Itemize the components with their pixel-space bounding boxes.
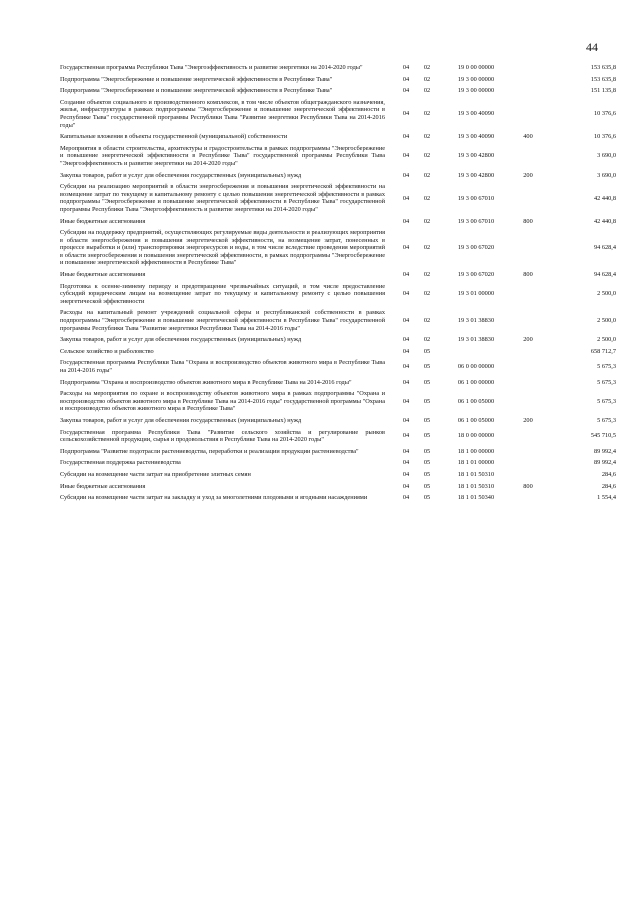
row-name: Государственная программа Республики Тыва "Развитие сельского хозяйства и регулирование рынков сельскохозяйственной продукции, сырья и продовольствия в Республике Тыва на 2014-2020 годы"	[60, 428, 385, 444]
subsection-code: 02	[423, 64, 431, 71]
target-article-code: 18 1 01 00000	[457, 459, 495, 467]
page-number: 44	[586, 40, 598, 54]
amount: 153 635,8	[590, 75, 616, 83]
row-name: Иные бюджетные ассигнования	[60, 217, 146, 225]
expense-type-code	[513, 85, 543, 97]
table-row	[60, 469, 616, 481]
target-article-code: 19 3 00 67020	[457, 271, 495, 279]
amount: 5 675,3	[597, 363, 616, 371]
expense-type-code: 200	[523, 416, 533, 424]
amount: 153 635,8	[590, 64, 616, 71]
target-article-code: 18 1 00 00000	[457, 447, 495, 455]
section-code: 04	[402, 416, 410, 424]
section-code: 04	[402, 459, 410, 467]
expense-type-code: 800	[523, 217, 533, 225]
expense-type-code	[513, 62, 543, 74]
row-name: Расходы на капитальный ремонт учреждений социальной сферы и республиканской собственности в рамках подпрограммы "Энергосбережение и повышение энергетической эффективности в Республике Тыва" государственной программы Республики Тыва "Развитие энергетики Республики Тыва на 2014-2016 годы"	[60, 309, 385, 332]
row-name: Мероприятия в области строительства, архитектуры и градостроительства в рамках подпрограммы "Энергосбережение и повышение энергетической эффективности в Республике Тыва" государственной программы Республики Тыва "Энергоэффективность и развитие энергетики на 2014-2020 годы"	[60, 144, 385, 167]
target-article-code: 19 3 00 00000	[457, 87, 495, 95]
table-row	[60, 269, 616, 281]
amount: 284,6	[601, 482, 616, 490]
subsection-code: 02	[423, 75, 431, 83]
section-code: 04	[402, 447, 410, 455]
section-code: 04	[402, 432, 410, 440]
subsection-code: 05	[423, 494, 431, 502]
subsection-code: 02	[423, 110, 431, 118]
table-row	[60, 62, 616, 74]
expense-type-code	[513, 377, 543, 389]
expense-type-code	[513, 346, 543, 358]
subsection-code: 02	[423, 317, 431, 325]
row-name: Создание объектов социального и производственного комплексов, в том числе объектов общегражданского назначения, жилья, инфраструктуры в рамках подпрограммы "Энергосбережение и повышение энергетической эффективности в Республике Тыва" государственной программы Республики Тыва "Развитие энергетики Республики Тыва на 2014-2016 годы"	[60, 98, 385, 129]
target-article-code: 19 3 00 40090	[457, 133, 495, 141]
row-name: Подпрограмма "Развитие подотрасли растениеводства, переработки и реализации продукции растениеводства"	[60, 447, 359, 455]
target-article-code: 06 1 00 05000	[457, 416, 495, 424]
section-code: 04	[402, 336, 410, 344]
table-row	[60, 85, 616, 97]
row-name: Субсидии на возмещение части затрат на закладку и уход за многолетними плодовыми и ягодными насаждениями	[60, 494, 368, 502]
section-code: 04	[402, 171, 410, 179]
expense-type-code	[513, 281, 543, 308]
expense-type-code	[513, 469, 543, 481]
amount: 658 712,7	[590, 347, 616, 355]
section-code: 04	[402, 317, 410, 325]
row-name: Подпрограмма "Энергосбережение и повышение энергетической эффективности в Республике Тыва"	[60, 75, 333, 83]
amount: 3 690,0	[597, 152, 616, 160]
subsection-code: 02	[423, 133, 431, 141]
section-code: 04	[402, 494, 410, 502]
row-name: Иные бюджетные ассигнования	[60, 482, 146, 490]
section-code: 04	[402, 194, 410, 202]
table-row	[60, 415, 616, 427]
table-row	[60, 357, 616, 376]
table-row	[60, 346, 616, 358]
target-article-code: 19 3 01 00000	[457, 290, 495, 298]
target-article-code: 19 3 00 67010	[457, 217, 495, 225]
subsection-code: 05	[423, 378, 431, 386]
table-row	[60, 143, 616, 170]
subsection-code: 05	[423, 470, 431, 478]
row-name: Закупка товаров, работ и услуг для обеспечения государственных (муниципальных) нужд	[60, 416, 302, 424]
subsection-code: 02	[423, 290, 431, 298]
expense-type-code: 800	[523, 482, 533, 490]
section-code: 04	[402, 217, 410, 225]
expense-type-code: 200	[523, 336, 533, 344]
target-article-code: 19 3 00 42800	[457, 171, 495, 179]
row-name: Субсидии на возмещение части затрат на приобретение элитных семян	[60, 470, 251, 478]
row-name: Субсидии на реализацию мероприятий в области энергосбережения и повышения энергетической эффективности на возмещение затрат по текущему и капитальному ремонту с целью повышения энергетической эффективности в рамках подпрограммы "Энергосбережение и повышение энергетической эффективности в Республике Тыва" государственной программы Республики Тыва "Энергоэффективность и развитие энергетики на 2014-2020 годы"	[60, 183, 385, 213]
table-row	[60, 131, 616, 143]
amount: 2 500,0	[597, 336, 616, 344]
budget-table	[60, 62, 616, 504]
expense-type-code	[513, 388, 543, 415]
row-name: Закупка товаров, работ и услуг для обеспечения государственных (муниципальных) нужд	[60, 336, 302, 344]
amount: 89 992,4	[593, 459, 616, 467]
table-row	[60, 227, 616, 269]
expense-type-code	[513, 74, 543, 86]
row-name: Сельское хозяйство и рыболовство	[60, 347, 154, 355]
budget-table-body	[60, 62, 616, 504]
expense-type-code: 200	[523, 171, 533, 179]
amount: 284,6	[601, 470, 616, 478]
row-name: Расходы на мероприятия по охране и воспроизводству объектов животного мира в рамках подпрограммы "Охрана и воспроизводство объектов животного мира в Республике Тыва на 2014-2016 годы" государственной программы "Охрана и воспроизводство объектов животного мира в Республике Тыва"	[60, 390, 385, 413]
amount: 1 554,4	[597, 494, 616, 502]
section-code: 04	[402, 470, 410, 478]
table-row	[60, 170, 616, 182]
table-row	[60, 97, 616, 131]
target-article-code	[439, 346, 513, 358]
section-code: 04	[402, 75, 410, 83]
table-row	[60, 481, 616, 493]
row-name: Подпрограмма "Охрана и воспроизводство объектов животного мира в Республике Тыва на 2014-2016 годы"	[60, 378, 352, 386]
table-row	[60, 388, 616, 415]
amount: 89 992,4	[593, 447, 616, 455]
section-code: 04	[402, 397, 410, 405]
table-row	[60, 334, 616, 346]
subsection-code: 02	[423, 244, 431, 252]
row-name: Подготовка к осенне-зимнему периоду и предотвращение чрезвычайных ситуаций, в том числе предоставление субсидий юридическим лицам на возмещение затрат по текущему и капитальному ремонту с целью повышения энергетической эффективности	[60, 282, 385, 305]
row-name: Государственная программа Республики Тыва "Охрана и воспроизводство объектов животного мира в Республике Тыва на 2014-2016 годы"	[60, 359, 385, 374]
expense-type-code	[513, 492, 543, 504]
row-name: Подпрограмма "Энергосбережение и повышение энергетической эффективности в Республике Тыва"	[60, 87, 333, 95]
row-name: Закупка товаров, работ и услуг для обеспечения государственных (муниципальных) нужд	[60, 171, 302, 179]
section-code: 04	[402, 133, 410, 141]
subsection-code: 05	[423, 416, 431, 424]
amount: 5 675,3	[597, 416, 616, 424]
subsection-code: 05	[423, 397, 431, 405]
amount: 2 500,0	[597, 317, 616, 325]
target-article-code: 18 1 01 50310	[457, 470, 495, 478]
expense-type-code	[513, 143, 543, 170]
amount: 2 500,0	[597, 290, 616, 298]
table-row	[60, 181, 616, 215]
subsection-code: 05	[423, 347, 431, 355]
target-article-code: 06 0 00 00000	[457, 363, 495, 371]
amount: 42 440,8	[593, 194, 616, 202]
amount: 5 675,3	[597, 397, 616, 405]
table-row	[60, 216, 616, 228]
expense-type-code	[513, 97, 543, 131]
expense-type-code	[513, 427, 543, 446]
target-article-code: 18 1 01 50310	[457, 482, 495, 490]
subsection-code: 02	[423, 336, 431, 344]
section-code: 04	[402, 363, 410, 371]
target-article-code: 19 3 01 38830	[457, 336, 495, 344]
amount: 94 628,4	[593, 244, 616, 252]
subsection-code: 02	[423, 171, 431, 179]
section-code: 04	[402, 152, 410, 160]
target-article-code: 06 1 00 00000	[457, 378, 495, 386]
target-article-code: 19 3 00 40090	[457, 110, 495, 118]
target-article-code: 19 3 00 42800	[457, 152, 495, 160]
row-name: Государственная программа Республики Тыва "Энергоэффективность и развитие энергетики на 2014-2020 годы"	[60, 64, 363, 71]
amount: 5 675,3	[597, 378, 616, 386]
expense-type-code	[513, 227, 543, 269]
subsection-code: 02	[423, 271, 431, 279]
expense-type-code	[513, 457, 543, 469]
section-code: 04	[402, 87, 410, 95]
amount: 3 690,0	[597, 171, 616, 179]
subsection-code: 05	[423, 363, 431, 371]
row-name: Иные бюджетные ассигнования	[60, 271, 146, 279]
row-name: Государственная поддержка растениеводства	[60, 459, 181, 467]
section-code: 04	[402, 64, 410, 71]
section-code: 04	[402, 244, 410, 252]
table-row	[60, 446, 616, 458]
table-row	[60, 281, 616, 308]
subsection-code: 05	[423, 459, 431, 467]
section-code: 04	[402, 110, 410, 118]
expense-type-code	[513, 357, 543, 376]
expense-type-code: 800	[523, 271, 533, 279]
target-article-code: 19 0 00 00000	[457, 64, 495, 71]
expense-type-code	[513, 446, 543, 458]
amount: 151 135,8	[590, 87, 616, 95]
amount: 10 376,6	[593, 133, 616, 141]
section-code: 04	[402, 378, 410, 386]
target-article-code: 19 3 00 00000	[457, 75, 495, 83]
expense-type-code: 400	[523, 133, 533, 141]
subsection-code: 05	[423, 447, 431, 455]
target-article-code: 18 0 00 00000	[457, 432, 495, 440]
table-row	[60, 74, 616, 86]
amount: 545 710,5	[590, 432, 616, 440]
target-article-code: 19 3 00 67010	[457, 194, 495, 202]
subsection-code: 02	[423, 217, 431, 225]
row-name: Капитальные вложения в объекты государственной (муниципальной) собственности	[60, 133, 288, 141]
table-row	[60, 427, 616, 446]
expense-type-code	[513, 181, 543, 215]
expense-type-code	[513, 307, 543, 334]
table-row	[60, 492, 616, 504]
amount: 94 628,4	[593, 271, 616, 279]
target-article-code: 19 3 01 38830	[457, 317, 495, 325]
section-code: 04	[402, 271, 410, 279]
subsection-code: 02	[423, 152, 431, 160]
subsection-code: 05	[423, 482, 431, 490]
subsection-code: 05	[423, 432, 431, 440]
subsection-code: 02	[423, 194, 431, 202]
table-row	[60, 457, 616, 469]
target-article-code: 06 1 00 05000	[457, 397, 495, 405]
subsection-code: 02	[423, 87, 431, 95]
amount: 42 440,8	[593, 217, 616, 225]
target-article-code: 18 1 01 50340	[457, 494, 495, 502]
section-code: 04	[402, 482, 410, 490]
section-code: 04	[402, 290, 410, 298]
target-article-code: 19 3 00 67020	[457, 244, 495, 252]
row-name: Субсидии на поддержку предприятий, осуществляющих регулируемые виды деятельности и реализующих мероприятия в области энергосбережения и повышения энергетической эффективности, на возмещение затрат, понесенных в процессе выработки и (или) транспортировки энергоресурсов и воды, в том числе вследствие проведения мероприятий в области энергосбережения и повышения энергетической эффективности, в рамках подпрограммы "Энергосбережение и повышение энергетической эффективности в Республике Тыва"	[60, 229, 385, 267]
amount: 10 376,6	[593, 110, 616, 118]
table-row	[60, 377, 616, 389]
section-code: 04	[402, 347, 410, 355]
table-row	[60, 307, 616, 334]
